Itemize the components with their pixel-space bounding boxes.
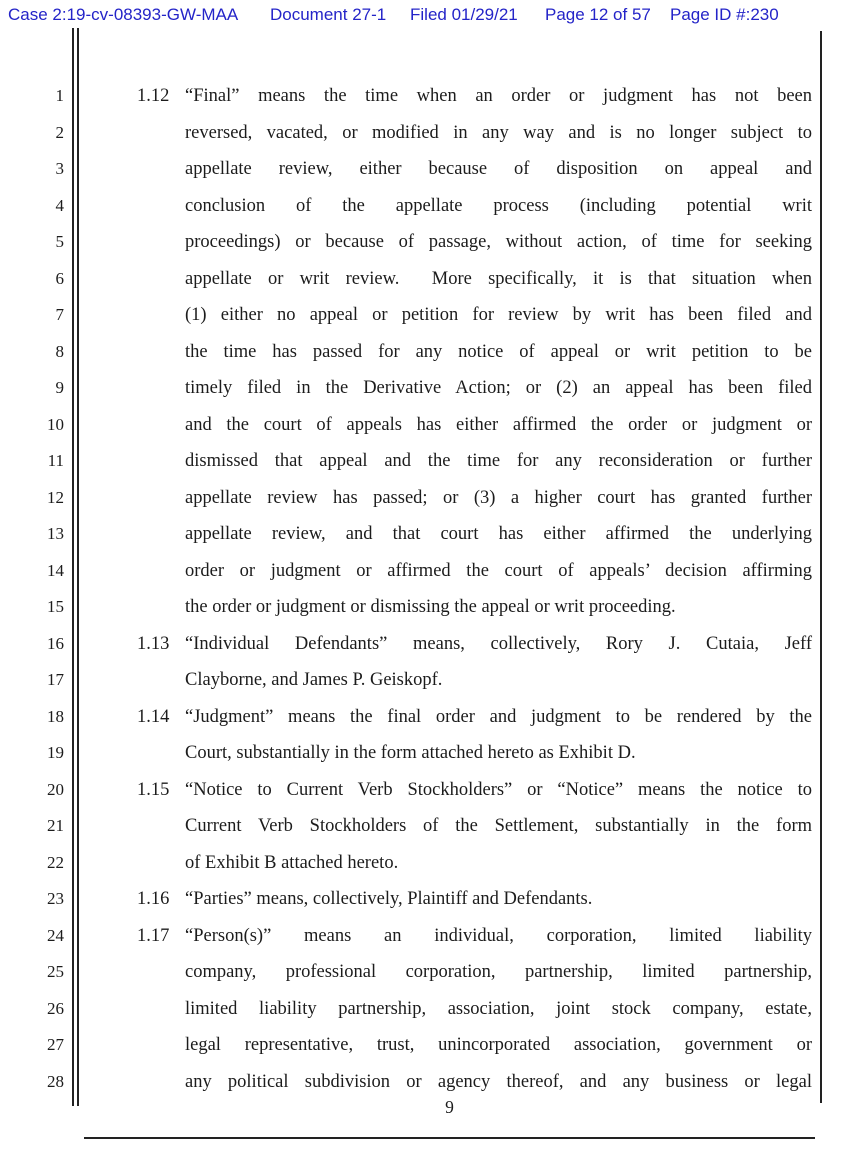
document-line bbox=[0, 370, 840, 407]
paragraph-number: 1.16 bbox=[137, 889, 170, 910]
line-text: company, professional corporation, partnership, limited partnership, bbox=[185, 962, 812, 983]
line-text: the order or judgment or dismissing the appeal or writ proceeding. bbox=[185, 597, 676, 618]
document-line bbox=[0, 1064, 840, 1101]
document-line bbox=[0, 443, 840, 480]
paragraph-number bbox=[137, 662, 185, 699]
document-line bbox=[0, 845, 840, 882]
paragraph-number bbox=[137, 480, 185, 517]
line-text: legal representative, trust, unincorporated association, government or bbox=[185, 1035, 812, 1056]
document-line bbox=[0, 516, 840, 553]
line-number: 20 bbox=[47, 779, 64, 799]
line-text: reversed, vacated, or modified in any way and is no longer subject to bbox=[185, 122, 812, 143]
gutter-gap bbox=[64, 699, 137, 736]
line-number: 24 bbox=[47, 925, 64, 945]
line-number: 18 bbox=[47, 706, 64, 726]
paragraph-number bbox=[137, 188, 185, 225]
document-line bbox=[0, 224, 840, 261]
line-number: 5 bbox=[55, 232, 64, 252]
line-number: 16 bbox=[47, 633, 64, 653]
document-line bbox=[0, 297, 840, 334]
gutter-gap bbox=[64, 881, 137, 918]
gutter-gap bbox=[64, 224, 137, 261]
paragraph-number bbox=[137, 1064, 185, 1101]
line-number: 3 bbox=[55, 159, 64, 179]
line-text: appellate review has passed; or (3) a higher court has granted further bbox=[185, 487, 812, 508]
gutter-gap bbox=[64, 662, 137, 699]
line-number: 19 bbox=[47, 743, 64, 763]
gutter-gap bbox=[64, 188, 137, 225]
paragraph-number bbox=[137, 151, 185, 188]
gutter-gap bbox=[64, 1027, 137, 1064]
gutter-gap bbox=[64, 589, 137, 626]
line-text: the time has passed for any notice of appeal or writ petition to be bbox=[185, 341, 812, 362]
line-number: 14 bbox=[47, 560, 64, 580]
line-number: 10 bbox=[47, 414, 64, 434]
document-line bbox=[0, 735, 840, 772]
paragraph-number bbox=[137, 297, 185, 334]
line-text: and the court of appeals has either affirmed the order or judgment or bbox=[185, 414, 812, 435]
line-number: 9 bbox=[55, 378, 64, 398]
gutter-gap bbox=[64, 845, 137, 882]
document-line bbox=[0, 626, 840, 663]
document-line bbox=[0, 662, 840, 699]
paragraph-number bbox=[137, 261, 185, 298]
paragraph-number: 1.14 bbox=[137, 706, 170, 727]
line-number: 23 bbox=[47, 889, 64, 909]
line-text: order or judgment or affirmed the court of appeals’ decision affirming bbox=[185, 560, 812, 581]
gutter-gap bbox=[64, 954, 137, 991]
gutter-gap bbox=[64, 407, 137, 444]
paragraph-number bbox=[137, 553, 185, 590]
line-number: 28 bbox=[47, 1071, 64, 1091]
line-text: Clayborne, and James P. Geiskopf. bbox=[185, 670, 443, 691]
gutter-gap bbox=[64, 1064, 137, 1101]
document-line bbox=[0, 78, 840, 115]
line-number: 2 bbox=[55, 122, 64, 142]
line-text: “Notice to Current Verb Stockholders” or “Notice” means the notice to bbox=[185, 779, 812, 800]
gutter-gap bbox=[64, 772, 137, 809]
gutter-gap bbox=[64, 735, 137, 772]
gutter-gap bbox=[64, 334, 137, 371]
paragraph-number bbox=[137, 370, 185, 407]
line-text: “Person(s)” means an individual, corporation, limited liability bbox=[185, 925, 812, 946]
document-line bbox=[0, 115, 840, 152]
line-number: 4 bbox=[55, 195, 64, 215]
line-number: 15 bbox=[47, 597, 64, 617]
document-line bbox=[0, 480, 840, 517]
line-number: 11 bbox=[47, 451, 64, 471]
document-line bbox=[0, 808, 840, 845]
paragraph-number bbox=[137, 224, 185, 261]
line-number: 25 bbox=[47, 962, 64, 982]
gutter-gap bbox=[64, 443, 137, 480]
paragraph-number bbox=[137, 1027, 185, 1064]
paragraph-number bbox=[137, 407, 185, 444]
line-text: Court, substantially in the form attached hereto as Exhibit D. bbox=[185, 743, 636, 764]
page-id: Page ID #:230 bbox=[670, 5, 779, 24]
ecf-stamp-header bbox=[0, 5, 863, 29]
document-line bbox=[0, 188, 840, 225]
paragraph-number: 1.17 bbox=[137, 925, 170, 946]
paragraph-number bbox=[137, 991, 185, 1028]
document-line bbox=[0, 261, 840, 298]
paragraph-number bbox=[137, 845, 185, 882]
document-line bbox=[0, 589, 840, 626]
gutter-gap bbox=[64, 78, 137, 115]
line-text: of Exhibit B attached hereto. bbox=[185, 852, 399, 873]
filed-date: Filed 01/29/21 bbox=[410, 5, 518, 24]
page-number: 9 bbox=[445, 1097, 454, 1117]
line-text: proceedings) or because of passage, without action, of time for seeking bbox=[185, 232, 812, 253]
document-line bbox=[0, 772, 840, 809]
paragraph-number bbox=[137, 516, 185, 553]
line-text: appellate or writ review. More specifically, it is that situation when bbox=[185, 268, 812, 289]
line-text: “Judgment” means the final order and judgment to be rendered by the bbox=[185, 706, 812, 727]
footer-rule bbox=[84, 1137, 815, 1139]
paragraph-number: 1.15 bbox=[137, 779, 170, 800]
gutter-gap bbox=[64, 918, 137, 955]
gutter-gap bbox=[64, 261, 137, 298]
gutter-gap bbox=[64, 553, 137, 590]
line-number: 7 bbox=[55, 305, 64, 325]
document-line bbox=[0, 918, 840, 955]
gutter-gap bbox=[64, 151, 137, 188]
line-number: 1 bbox=[55, 86, 64, 105]
paragraph-number bbox=[137, 443, 185, 480]
line-text: limited liability partnership, association, joint stock company, estate, bbox=[185, 998, 812, 1019]
line-number: 13 bbox=[47, 524, 64, 544]
document-number: Document 27-1 bbox=[270, 5, 387, 24]
gutter-gap bbox=[64, 991, 137, 1028]
line-number: 6 bbox=[55, 268, 64, 288]
paragraph-number: 1.12 bbox=[137, 86, 170, 106]
gutter-gap bbox=[64, 808, 137, 845]
gutter-gap bbox=[64, 115, 137, 152]
document-line bbox=[0, 407, 840, 444]
line-number: 8 bbox=[55, 341, 64, 361]
document-line bbox=[0, 334, 840, 371]
line-text: “Individual Defendants” means, collectively, Rory J. Cutaia, Jeff bbox=[185, 633, 812, 654]
gutter-gap bbox=[64, 516, 137, 553]
line-text: “Final” means the time when an order or judgment has not been bbox=[185, 86, 812, 106]
paragraph-number bbox=[137, 808, 185, 845]
line-text: (1) either no appeal or petition for review by writ has been filed and bbox=[185, 305, 812, 326]
document-line bbox=[0, 553, 840, 590]
gutter-gap bbox=[64, 626, 137, 663]
line-text: Current Verb Stockholders of the Settlement, substantially in the form bbox=[185, 816, 812, 837]
line-text: any political subdivision or agency thereof, and any business or legal bbox=[185, 1071, 812, 1092]
line-text: appellate review, either because of disposition on appeal and bbox=[185, 159, 812, 180]
line-number: 26 bbox=[47, 998, 64, 1018]
paragraph-number: 1.13 bbox=[137, 633, 170, 654]
document-line bbox=[0, 991, 840, 1028]
case-number: Case 2:19-cv-08393-GW-MAA bbox=[8, 5, 239, 24]
line-text: “Parties” means, collectively, Plaintiff and Defendants. bbox=[185, 889, 593, 910]
line-rows bbox=[0, 78, 840, 1100]
line-number: 12 bbox=[47, 487, 64, 507]
line-text: timely filed in the Derivative Action; or (2) an appeal has been filed bbox=[185, 378, 812, 399]
paragraph-number bbox=[137, 589, 185, 626]
paragraph-number bbox=[137, 115, 185, 152]
line-number: 22 bbox=[47, 852, 64, 872]
document-line bbox=[0, 1027, 840, 1064]
document-line bbox=[0, 881, 840, 918]
document-line bbox=[0, 151, 840, 188]
page-x-of-y: Page 12 of 57 bbox=[545, 5, 651, 24]
line-number: 27 bbox=[47, 1035, 64, 1055]
gutter-gap bbox=[64, 370, 137, 407]
gutter-gap bbox=[64, 480, 137, 517]
paragraph-number bbox=[137, 954, 185, 991]
paragraph-number bbox=[137, 735, 185, 772]
document-line bbox=[0, 699, 840, 736]
line-text: appellate review, and that court has either affirmed the underlying bbox=[185, 524, 812, 545]
line-number: 17 bbox=[47, 670, 64, 690]
line-text: conclusion of the appellate process (including potential writ bbox=[185, 195, 812, 216]
gutter-gap bbox=[64, 297, 137, 334]
document-line bbox=[0, 954, 840, 991]
paragraph-number bbox=[137, 334, 185, 371]
line-number: 21 bbox=[47, 816, 64, 836]
line-text: dismissed that appeal and the time for any reconsideration or further bbox=[185, 451, 812, 472]
